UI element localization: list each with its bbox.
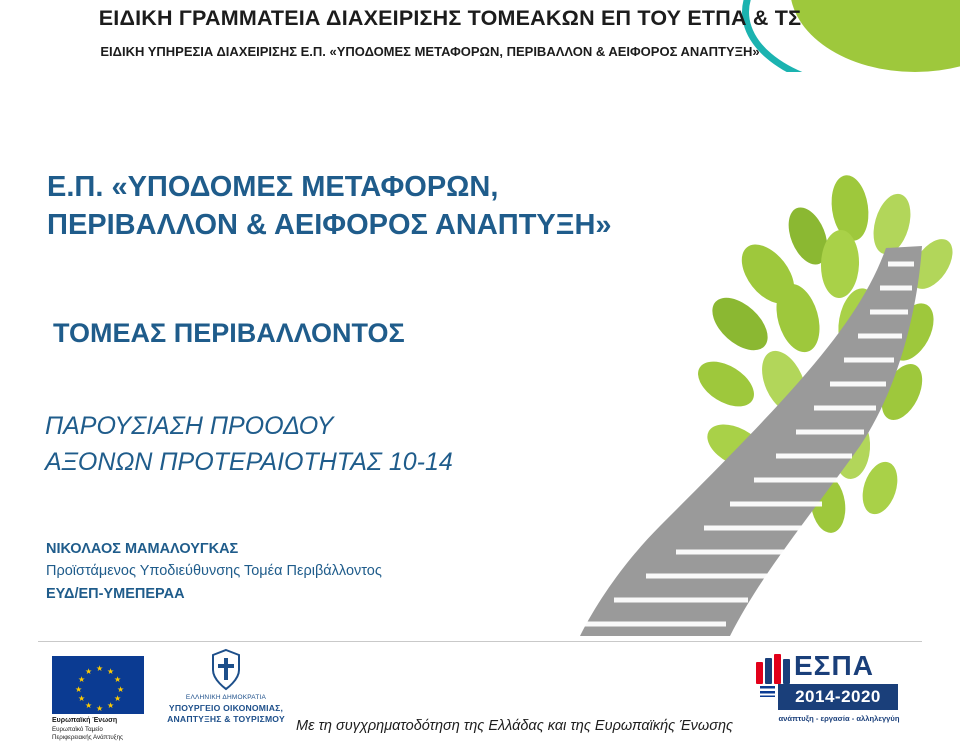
espa-period: 2014-2020 — [778, 684, 898, 710]
espa-slogan: ανάπτυξη - εργασία - αλληλεγγύη — [778, 714, 900, 723]
subtitle-line-1: ΠΑΡΟΥΣΙΑΣΗ ΠΡΟΟΔΟΥ — [45, 412, 334, 440]
cofunding-statement: Με τη συγχρηματοδότηση της Ελλάδας και της Ευρωπαϊκής Ένωσης — [296, 718, 734, 734]
greek-ministry-logo — [152, 648, 300, 726]
eu-logo-caption — [52, 717, 144, 741]
title-line-2: ΠΕΡΙΒΑΛΛΟΝ & ΑΕΙΦΟΡΟΣ ΑΝΑΠΤΥΞΗ» — [47, 209, 612, 242]
presenter-name: ΝΙΚΟΛΑΟΣ ΜΑΜΑΛΟΥΓΚΑΣ — [46, 541, 239, 557]
presenter-block — [46, 538, 382, 605]
page-title — [47, 168, 667, 245]
eu-caption-line-1: Ευρωπαϊκή Ένωση — [52, 717, 118, 724]
greek-coat-of-arms-icon — [209, 648, 243, 692]
header-managing-authority-line: ΕΙΔΙΚΗ ΥΠΗΡΕΣΙΑ ΔΙΑΧΕΙΡΙΣΗΣ Ε.Π. «ΥΠΟΔΟΜΕΣ ΜΕΤΑΦΟΡΩΝ, ΠΕΡΙΒΑΛΛΟΝ & ΑΕΙΦΟΡΟΣ ΑΝΑΠΤΥΞΗ» — [100, 44, 760, 59]
greek-line-1: ΕΛΛΗΝΙΚΗ ΔΗΜΟΚΡΑΤΙΑ — [185, 694, 267, 701]
eu-logo — [52, 656, 144, 741]
eu-caption-line-2: Ευρωπαϊκό Ταμείο — [52, 725, 103, 733]
eu-flag-icon: ★ ★ ★ ★ ★ ★ ★ ★ ★ ★ ★ ★ — [52, 656, 144, 714]
title-line-1: Ε.Π. «ΥΠΟΔΟΜΕΣ ΜΕΤΑΦΟΡΩΝ, — [47, 171, 499, 203]
subtitle — [45, 408, 453, 481]
subtitle-line-2: ΑΞΟΝΩΝ ΠΡΟΤΕΡΑΙΟΤΗΤΑΣ 10-14 — [45, 448, 453, 477]
road-group — [580, 246, 960, 636]
presenter-role: Προϊστάμενος Υποδιεύθυνσης Τομέα Περιβάλλοντος — [46, 563, 382, 580]
sector-heading: ΤΟΜΕΑΣ ΠΕΡΙΒΑΛΛΟΝΤΟΣ — [53, 318, 405, 348]
espa-bars-icon — [756, 654, 790, 684]
slide-header — [0, 0, 960, 78]
greek-line-3: ΑΝΑΠΤΥΞΗΣ & ΤΟΥΡΙΣΜΟΥ — [167, 714, 285, 725]
greek-line-2: ΥΠΟΥΡΓΕΙΟ ΟΙΚΟΝΟΜΙΑΣ, — [168, 702, 284, 713]
espa-wordmark: ΕΣΠΑ — [794, 650, 874, 681]
greek-ministry-caption — [152, 694, 300, 726]
espa-logo — [756, 650, 912, 738]
presenter-unit: ΕΥΔ/ΕΠ-ΥΜΕΠΕΡΑΑ — [46, 585, 185, 602]
eu-caption-line-3: Περιφερειακής Ανάπτυξης — [52, 733, 123, 741]
slide-body — [0, 78, 960, 638]
header-authority-line: ΕΙΔΙΚΗ ΓΡΑΜΜΑΤΕΙΑ ΔΙΑΧΕΙΡΙΣΗΣ ΤΟΜΕΑΚΩΝ ΕΠ ΤΟΥ ΕΤΠΑ & ΤΣ — [98, 6, 802, 30]
slide-footer — [0, 642, 960, 750]
greek-flag-icon — [760, 686, 775, 697]
